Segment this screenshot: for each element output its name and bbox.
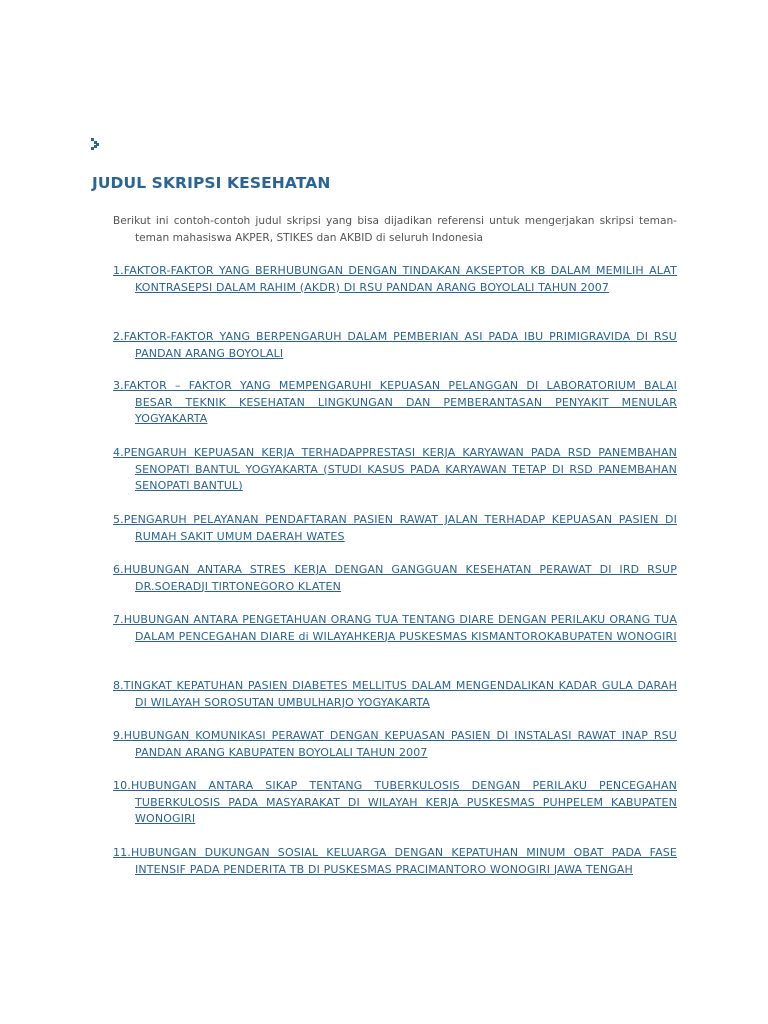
- list-item-link[interactable]: 1.FAKTOR-FAKTOR YANG BERHUBUNGAN DENGAN TINDAKAN AKSEPTOR KB DALAM MEMILIH ALAT KONTRASEPSI DALAM RAHIM (AKDR) DI RSU PANDAN ARANG BOYOLALI TAHUN 2007: [113, 264, 677, 294]
- list-item-link[interactable]: 10.HUBUNGAN ANTARA SIKAP TENTANG TUBERKULOSIS DENGAN PERILAKU PENCEGAHAN TUBERKULOSIS PADA MASYARAKAT DI WILAYAH KERJA PUSKESMAS PUHPELEM KABUPATEN WONOGIRI: [113, 779, 677, 825]
- dotted-arrow-icon: [90, 137, 100, 151]
- list-item-link[interactable]: 11.HUBUNGAN DUKUNGAN SOSIAL KELUARGA DENGAN KEPATUHAN MINUM OBAT PADA FASE INTENSIF PADA PENDERITA TB DI PUSKESMAS PRACIMANTORO WONOGIRI JAWA TENGAH: [113, 846, 677, 876]
- list-item-link[interactable]: 6.HUBUNGAN ANTARA STRES KERJA DENGAN GANGGUAN KESEHATAN PERAWAT DI IRD RSUP DR.SOERADJI TIRTONEGORO KLATEN: [113, 563, 677, 593]
- list-item-link[interactable]: 5.PENGARUH PELAYANAN PENDAFTARAN PASIEN RAWAT JALAN TERHADAP KEPUASAN PASIEN DI RUMAH SAKIT UMUM DAERAH WATES: [113, 513, 677, 543]
- intro-paragraph: Berikut ini contoh-contoh judul skripsi yang bisa dijadikan referensi untuk mengerjakan skripsi teman-teman mahasiswa AKPER, STIKES dan AKBID di seluruh Indonesia: [113, 215, 677, 244]
- list-item-link[interactable]: 8.TINGKAT KEPATUHAN PASIEN DIABETES MELLITUS DALAM MENGENDALIKAN KADAR GULA DARAH DI WILAYAH SOROSUTAN UMBULHARJO YOGYAKARTA: [113, 679, 677, 709]
- list-item-link[interactable]: 9.HUBUNGAN KOMUNIKASI PERAWAT DENGAN KEPUASAN PASIEN DI INSTALASI RAWAT INAP RSU PANDAN ARANG KABUPATEN BOYOLALI TAHUN 2007: [113, 729, 677, 759]
- page-title: JUDUL SKRIPSI KESEHATAN: [92, 174, 331, 192]
- list-item-link[interactable]: 3.FAKTOR – FAKTOR YANG MEMPENGARUHI KEPUASAN PELANGGAN DI LABORATORIUM BALAI BESAR TEKNIK KESEHATAN LINGKUNGAN DAN PEMBERANTASAN PENYAKIT MENULAR YOGYAKARTA: [113, 379, 677, 425]
- list-item-link[interactable]: 7.HUBUNGAN ANTARA PENGETAHUAN ORANG TUA TENTANG DIARE DENGAN PERILAKU ORANG TUA DALAM PENCEGAHAN DIARE di WILAYAHKERJA PUSKESMAS KISMANTOROKABUPATEN WONOGIRI: [113, 613, 677, 643]
- list-item-link[interactable]: 4.PENGARUH KEPUASAN KERJA TERHADAPPRESTASI KERJA KARYAWAN PADA RSD PANEMBAHAN SENOPATI BANTUL YOGYAKARTA (STUDI KASUS PADA KARYAWAN TETAP DI RSD PANEMBAHAN SENOPATI BANTUL): [113, 446, 677, 492]
- list-item-link[interactable]: 2.FAKTOR-FAKTOR YANG BERPENGARUH DALAM PEMBERIAN ASI PADA IBU PRIMIGRAVIDA DI RSU PANDAN ARANG BOYOLALI: [113, 330, 677, 360]
